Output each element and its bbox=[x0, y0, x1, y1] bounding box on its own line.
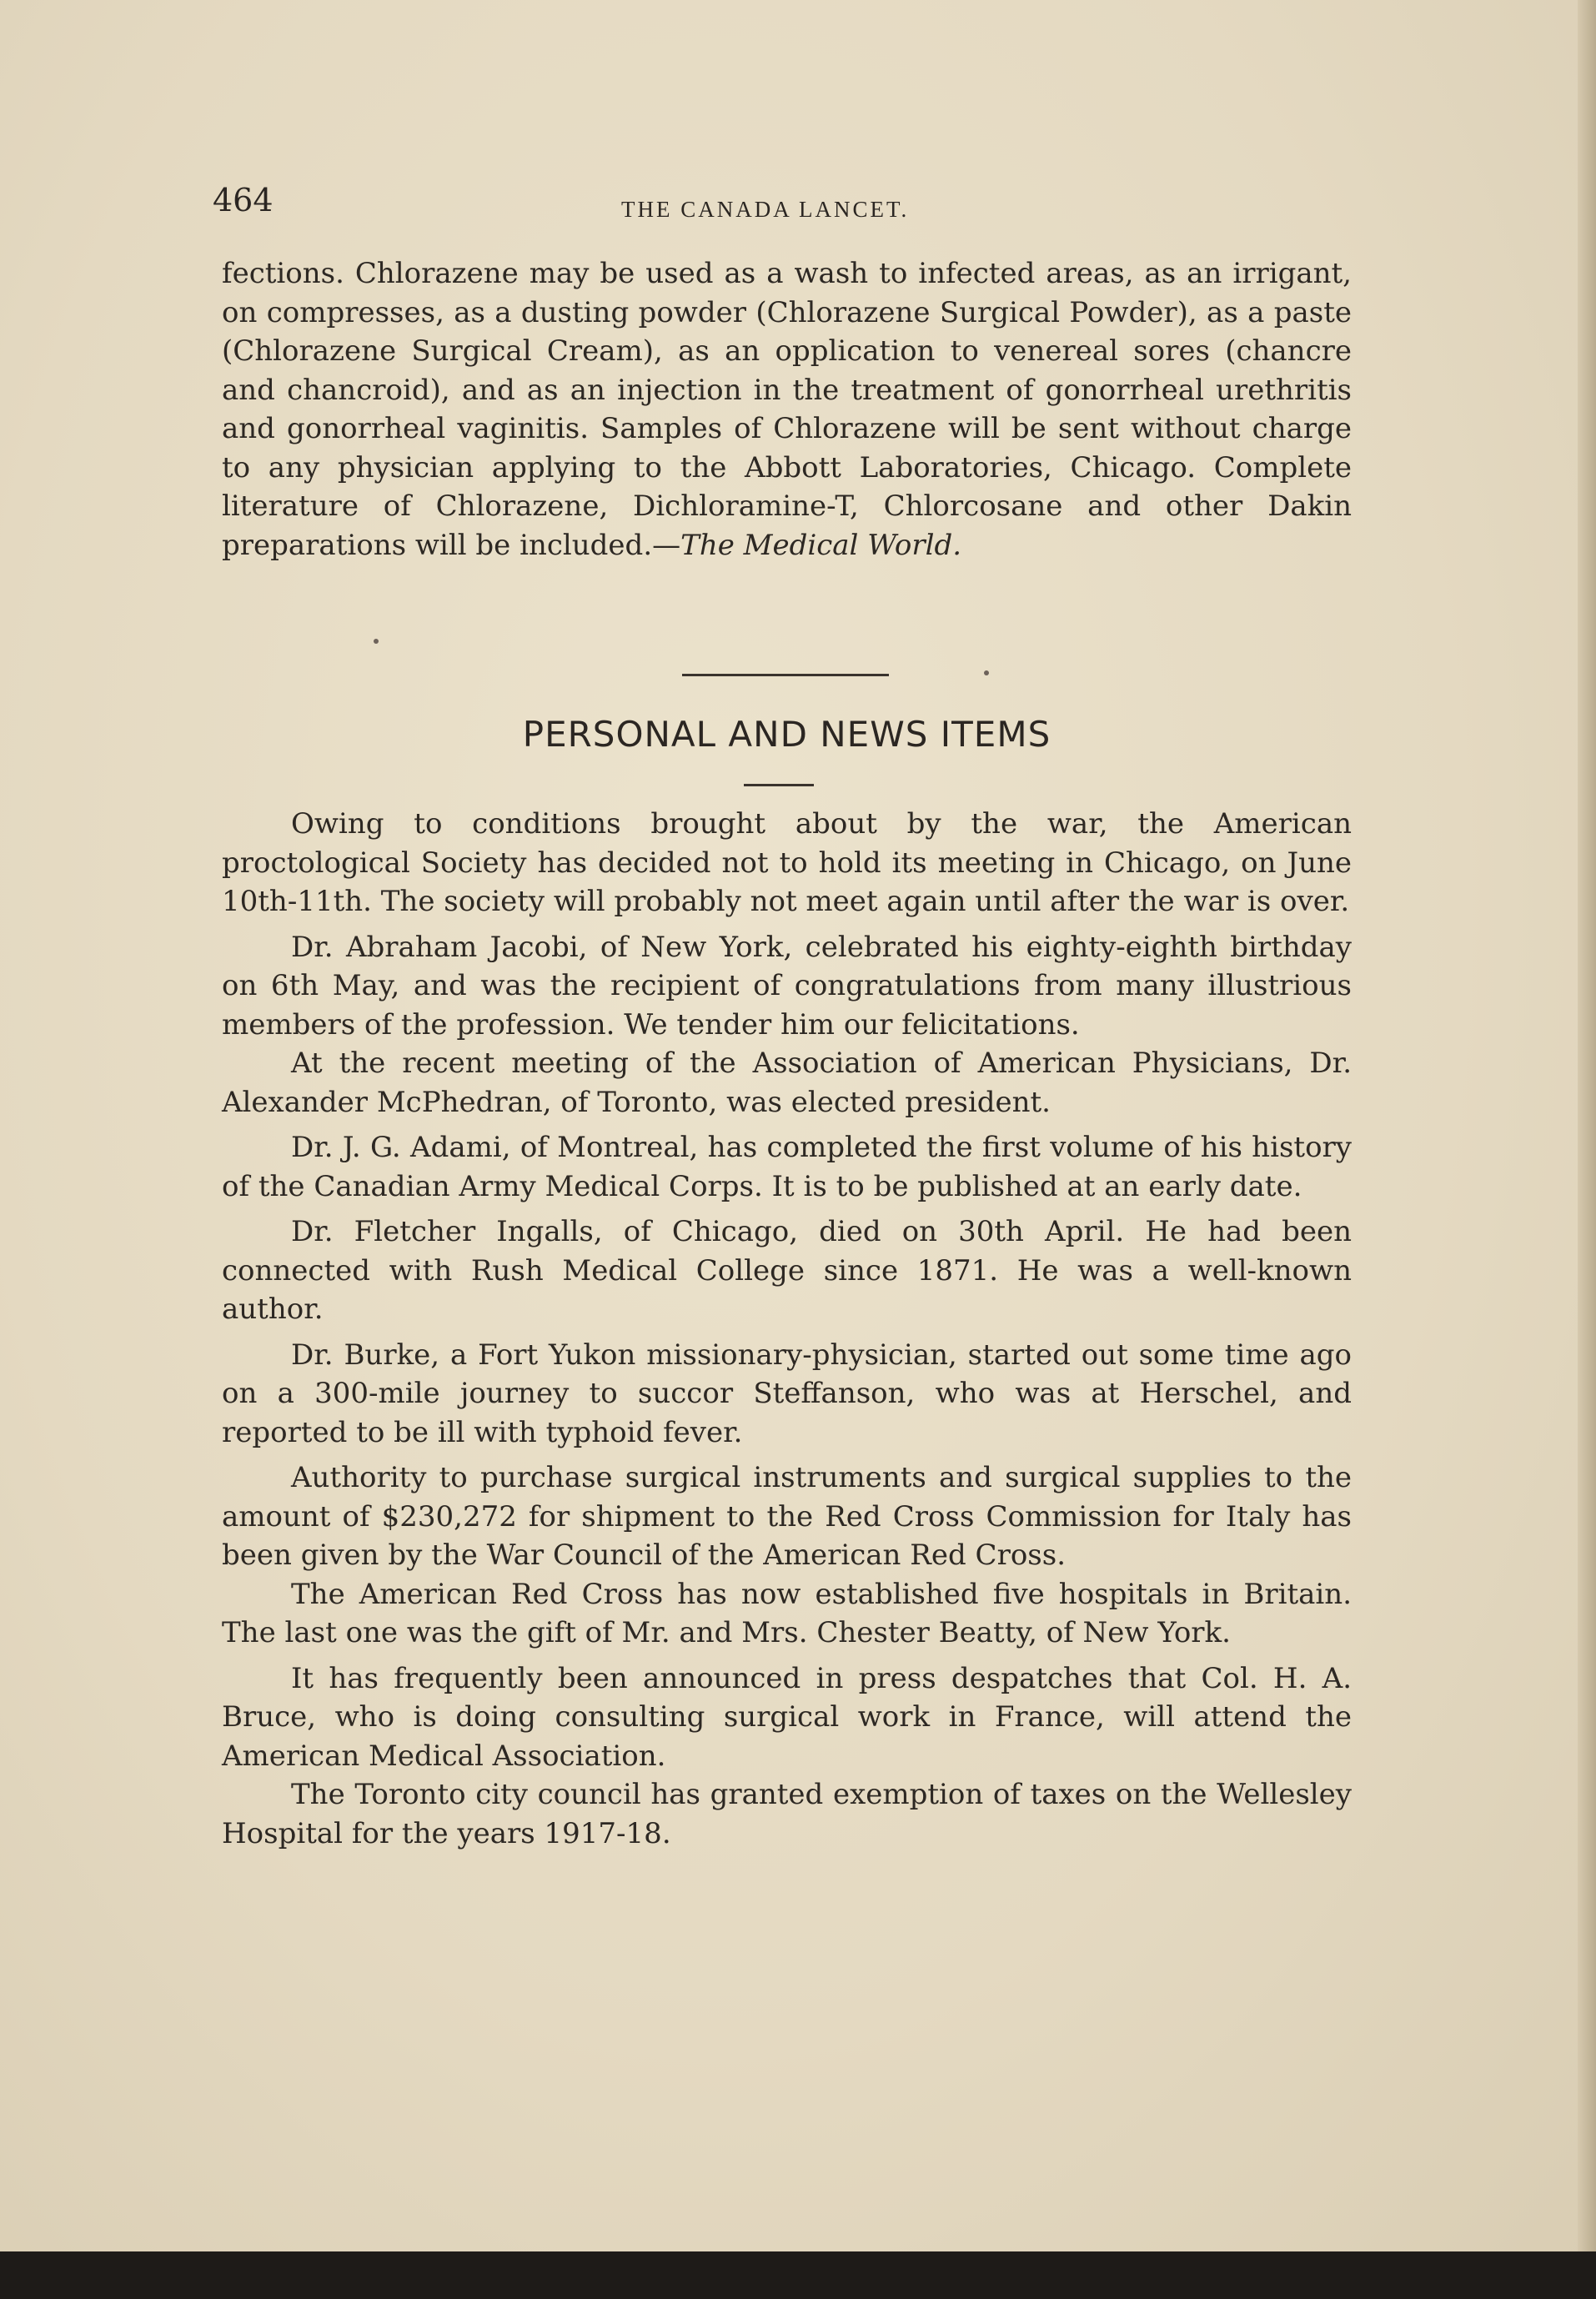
page-number: 464 bbox=[213, 182, 274, 218]
section-divider bbox=[682, 674, 889, 676]
title-underline bbox=[744, 784, 814, 786]
news-item-ingalls: Dr. Fletcher Ingalls, of Chicago, died on 30th April. He had been connected with Rush Medical College since 1871. He was a well-known author. bbox=[222, 1215, 1352, 1326]
news-item-mcphedran: At the recent meeting of the Association of American Physicians, Dr. Alexander McPhedran, of Toronto, was elected president. bbox=[222, 1047, 1352, 1119]
section-title: PERSONAL AND NEWS ITEMS bbox=[522, 714, 1051, 755]
page-edge bbox=[1578, 0, 1596, 2251]
news-item-burke: Dr. Burke, a Fort Yukon missionary-physician, started out some time ago on a 300-mile journey to succor Steffanson, who was at Herschel, and reported to be ill with typhoid fever. bbox=[222, 1338, 1352, 1449]
print-speck bbox=[374, 639, 379, 644]
news-items bbox=[222, 805, 1352, 1860]
news-item-wellesley: The Toronto city council has granted exemption of taxes on the Wellesley Hospital for the years 1917-18. bbox=[222, 1778, 1352, 1850]
news-item-jacobi: Dr. Abraham Jacobi, of New York, celebrated his eighty-eighth birthday on 6th May, and was the recipient of congratulations from many illustrious members of the profession. We tender him our felicitations. bbox=[222, 930, 1352, 1042]
news-item-bruce: It has frequently been announced in press despatches that Col. H. A. Bruce, who is doing consulting surgical work in France, will attend the American Medical Association. bbox=[222, 1661, 1352, 1773]
intro-source: The Medical World. bbox=[680, 528, 962, 562]
news-item-red-cross-hospitals: The American Red Cross has now established five hospitals in Britain. The last one was the gift of Mr. and Mrs. Chester Beatty, of New York. bbox=[222, 1577, 1352, 1649]
intro-paragraph bbox=[222, 254, 1352, 565]
page-header bbox=[213, 182, 1355, 232]
news-item-adami: Dr. J. G. Adami, of Montreal, has completed the first volume of his history of the Canadian Army Medical Corps. It is to be published at an early date. bbox=[222, 1131, 1352, 1203]
running-head: THE CANADA LANCET. bbox=[621, 197, 910, 222]
intro-text: fections. Chlorazene may be used as a wash to infected areas, as an irrigant, on compresses, as a dusting powder (Chlorazene Surgical Powder), as a paste (Chlorazene Surgical Cream), as an opplication to venereal sores (chancre and chancroid), and as an injection in the treatment of gonorrheal urethritis and gonorrheal vaginitis. Samples of Chlorazene will be sent without charge to any physician applying to the Abbott Laboratories, Chicago. Complete literature of Chlorazene, Dichloramine-T, Chlorcosane and other Dakin preparations will be included.— bbox=[222, 257, 1352, 562]
news-item-red-cross-italy: Authority to purchase surgical instruments and surgical supplies to the amount of $230,272 for shipment to the Red Cross Commission for Italy has been given by the War Council of the American Red Cross. bbox=[222, 1461, 1352, 1572]
news-item-proctological: Owing to conditions brought about by the war, the American proctological Society has decided not to hold its meeting in Chicago, on June 10th-11th. The society will probably not meet again until after the war is over. bbox=[222, 807, 1352, 918]
print-speck bbox=[984, 670, 989, 675]
scan-background bbox=[0, 2251, 1596, 2299]
